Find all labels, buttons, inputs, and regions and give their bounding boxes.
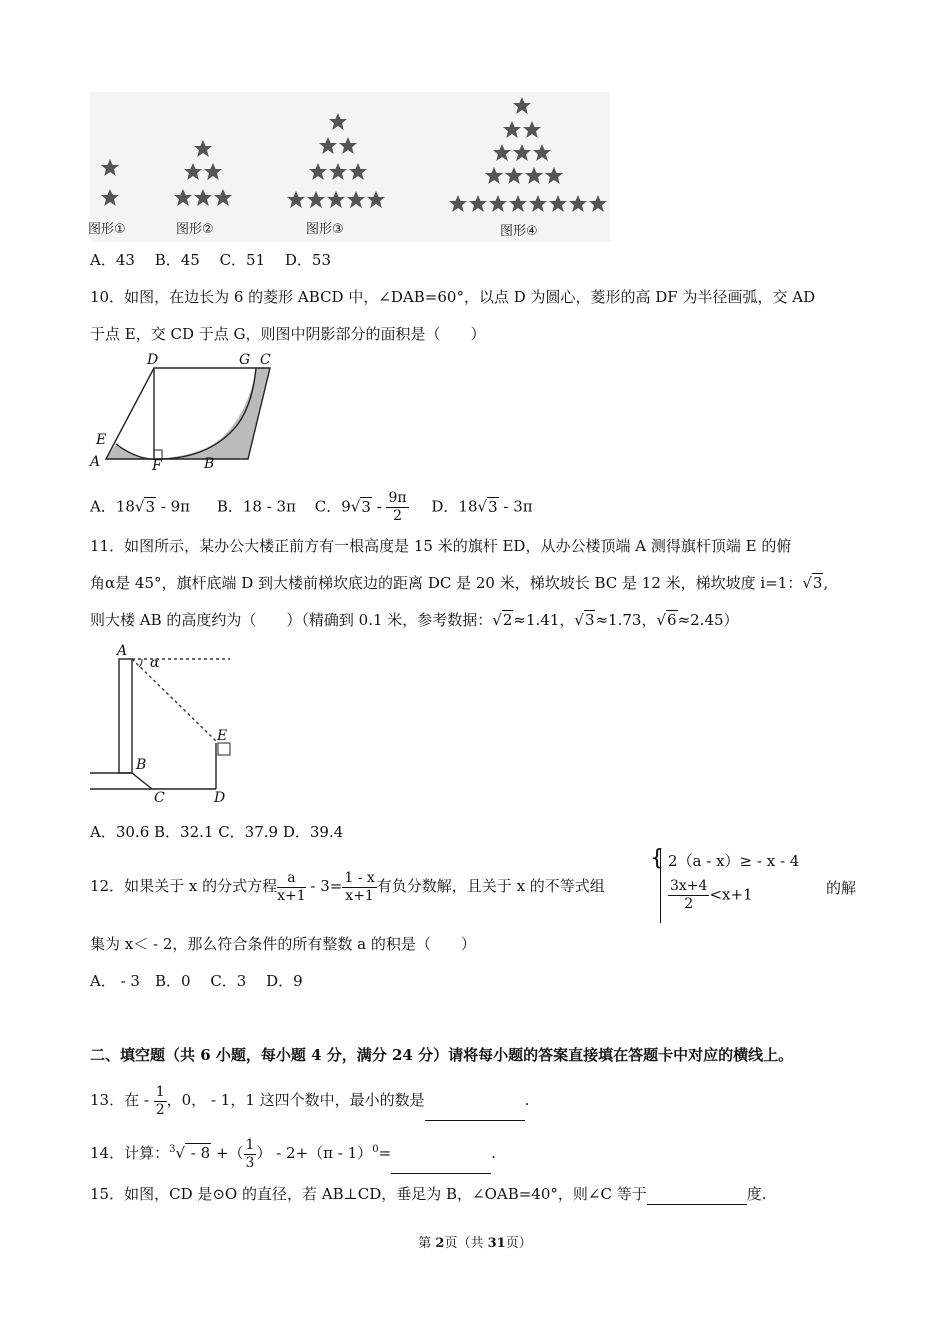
q10-optA-post: - 9π	[156, 497, 191, 516]
q11-ref1-val: ≈1.41，	[513, 611, 575, 629]
q12-pre: 12．如果关于 x 的分式方程	[90, 877, 278, 895]
label-E: E	[96, 432, 107, 448]
q13-answer-blank[interactable]	[425, 1080, 525, 1121]
q14-eq: =	[378, 1144, 392, 1162]
q12-sys2-frac	[668, 878, 709, 913]
q11-ref2-val: ≈1.73，	[595, 611, 657, 629]
q12-mid1: - 3=	[305, 877, 343, 895]
fig-label-4: 图形④	[500, 224, 538, 239]
q13-num: 1	[155, 1083, 165, 1100]
q12-brace-line	[660, 848, 661, 923]
label-B2: B	[136, 757, 147, 773]
page-footer	[0, 1232, 950, 1251]
q11-ref3-val: ≈2.45）	[677, 611, 739, 629]
label-C2: C	[154, 790, 165, 806]
q13-text	[90, 1080, 529, 1121]
q10-optC-rad: 3	[361, 497, 371, 516]
q10-optC-pre: C．9	[314, 497, 351, 516]
q14-exp0: 0	[372, 1144, 379, 1155]
q14-end: .	[491, 1144, 496, 1162]
label-F: F	[152, 458, 162, 474]
q12-options: A． - 3 B．0 C．3 D．9	[90, 972, 303, 990]
q14-root-body: - 8	[186, 1144, 211, 1162]
label-D2: D	[214, 790, 226, 806]
q11-line2-post: ,	[823, 574, 829, 592]
q11-slope-rad: 3	[812, 574, 823, 592]
label-A: A	[90, 454, 101, 470]
fig-label-3: 图形③	[306, 222, 344, 237]
label-A2: A	[117, 643, 128, 659]
label-G: G	[239, 352, 251, 368]
q14-den: 3	[245, 1154, 255, 1171]
q11-line2-pre: 角α是 45°，旗杆底端 D 到大楼前梯坎底边的距离 DC 是 20 米，梯坎坡长 BC 是 12 米，梯坎坡度 i=1：	[90, 574, 803, 592]
q10-optC-mid: -	[371, 497, 387, 516]
label-C: C	[260, 352, 271, 368]
q12-text-line1	[90, 866, 605, 906]
q10-optA-pre: A．18	[90, 497, 135, 516]
fig-label-2: 图形②	[176, 222, 214, 237]
q12-f1-num: a	[277, 870, 306, 888]
q15-text	[90, 1184, 767, 1205]
q14-frac	[244, 1137, 257, 1172]
q12-post: 的解	[826, 879, 857, 897]
q11-ref1-rad: 2	[502, 611, 513, 629]
label-alpha: α	[150, 655, 160, 671]
q10-options: A．18√3 - 9π B．18 - 3π C．9√3 - $\frac{9\pi}{2}$ D．18√3 - 3π	[90, 490, 533, 524]
q12-f2-den: x+1	[345, 887, 374, 904]
q10-optC-den: 2	[393, 508, 402, 524]
q11-text-line1: 11．如图所示，某办公大楼正前方有一根高度是 15 米的旗杆 ED，从办公楼顶端 A 测得旗杆顶端 E 的俯	[90, 537, 792, 555]
q9-options: A．43 B．45 C．51 D．53	[90, 251, 332, 269]
q12-sys2-num: 3x+4	[670, 878, 708, 894]
footer-post: 页）	[505, 1236, 532, 1251]
q14-root-index: 3	[169, 1144, 176, 1155]
q11-line3-pre: 则大楼 AB 的高度约为（ ）（精确到 0.1 米，参考数据：	[90, 611, 493, 629]
q12-sys1: 2（a - x）≥ - x - 4	[668, 852, 800, 870]
q10-optB: B．18 - 3π	[216, 497, 296, 516]
q10-text-line1: 10．如图，在边长为 6 的菱形 ABCD 中，∠DAB=60°，以点 D 为圆心，菱形的高 DF 为半径画弧，交 AD	[90, 288, 816, 306]
footer-total-pages: 31	[487, 1236, 506, 1251]
q12-sys2-post: <x+1	[709, 885, 753, 904]
footer-page-number: 2	[435, 1236, 445, 1251]
label-B: B	[204, 456, 215, 472]
rhombus-diagram	[88, 352, 278, 477]
q11-options: A．30.6 B．32.1 C．37.9 D．39.4	[90, 823, 344, 841]
q11-text-line2: 角α是 45°，旗杆底端 D 到大楼前梯坎底边的距离 DC 是 20 米，梯坎坡长 BC 是 12 米，梯坎坡度 i=1：√3,	[90, 574, 829, 592]
q12-f2-num: 1 - x	[344, 869, 375, 886]
q10-optD-pre: D．18	[431, 497, 478, 516]
q12-f1-den: x+1	[277, 887, 306, 904]
q13-den: 2	[155, 1101, 165, 1118]
q11-text-line3: 则大楼 AB 的高度约为（ ）（精确到 0.1 米，参考数据：√2≈1.41，√3≈1.73，√6≈2.45）	[90, 611, 739, 629]
q10-text-line2: 于点 E，交 CD 于点 G，则图中阴影部分的面积是（ ）	[90, 325, 486, 343]
q12-text-line2: 集为 x＜ - 2，那么符合条件的所有整数 a 的积是（ ）	[90, 935, 476, 953]
q15-end: 度.	[746, 1185, 767, 1203]
q14-exp1: ） - 2+（π - 1）	[256, 1144, 373, 1162]
q10-optD-rad: 3	[488, 497, 498, 516]
q14-text: 14．计算：$^3$√ - 8 +（ $\frac{1}{3}$ ） - 2+（π - 1）$^0$= .	[90, 1130, 496, 1174]
q11-ref2-rad: 3	[584, 611, 595, 629]
q14-answer-blank[interactable]	[391, 1133, 491, 1174]
q13-frac	[154, 1084, 167, 1119]
label-D: D	[147, 352, 159, 368]
q13-pre: 13．在 -	[90, 1091, 154, 1109]
q15-answer-blank[interactable]	[647, 1184, 747, 1205]
q13-post: ，0， - 1，1 这四个数中，最小的数是	[166, 1091, 425, 1109]
q11-ref3-rad: 6	[667, 611, 677, 629]
q14-num: 1	[245, 1136, 255, 1153]
q10-optC-num: 9π	[388, 490, 407, 506]
q12-brace: {	[650, 846, 664, 871]
fig-label-1: 图形①	[88, 222, 126, 237]
q15-pre: 15．如图，CD 是⊙O 的直径，若 AB⊥CD，垂足为 B，∠OAB=40°，则∠C 等于	[90, 1185, 647, 1203]
q14-pre: 14．计算：	[90, 1144, 170, 1162]
q12-frac1	[277, 870, 306, 905]
q10-optD-post: - 3π	[498, 497, 533, 516]
footer-mid: 页（共	[444, 1236, 488, 1251]
q12-mid2: 有负分数解，且关于 x 的不等式组	[376, 877, 605, 895]
q10-optC-fraction	[386, 490, 408, 525]
q14-plus: +（	[211, 1144, 244, 1162]
q12-sys2	[668, 878, 753, 913]
q12-frac2	[342, 870, 376, 905]
q10-optA-rad: 3	[145, 497, 156, 516]
section2-heading: 二、填空题（共 6 小题，每小题 4 分，满分 24 分）请将每小题的答案直接填在答题卡中对应的横线上。	[90, 1046, 794, 1064]
label-E2: E	[217, 728, 228, 744]
footer-pre: 第	[418, 1236, 436, 1251]
q12-sys2-den: 2	[684, 896, 694, 912]
q13-end: .	[524, 1091, 530, 1109]
